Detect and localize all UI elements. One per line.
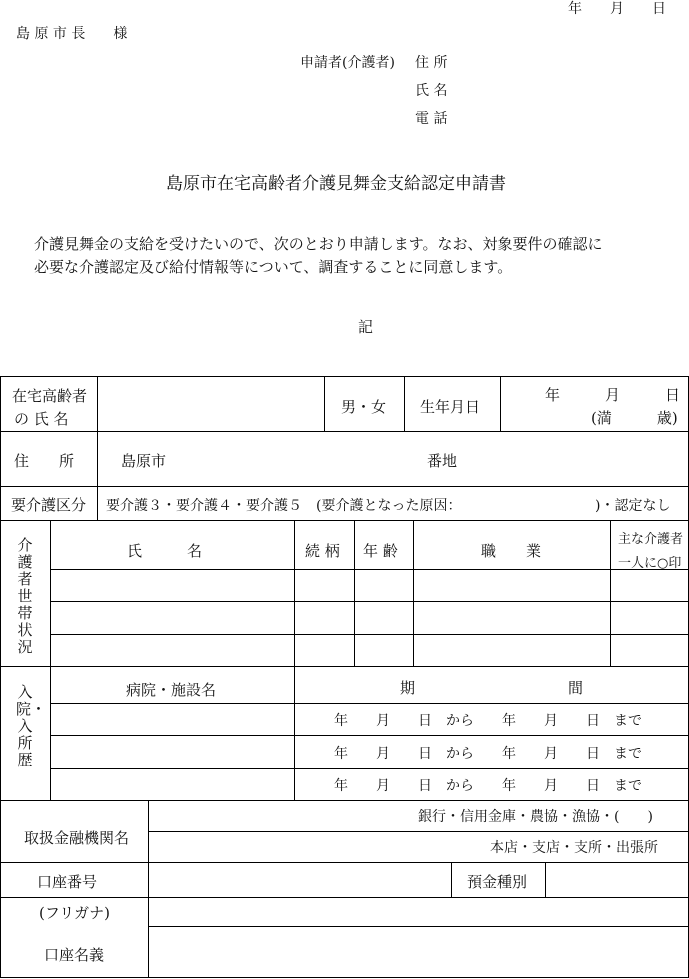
- hh-relation-header: 続 柄: [305, 542, 340, 560]
- gender-select[interactable]: 男・女: [341, 398, 387, 416]
- hosp-name-header: 病院・施設名: [126, 681, 217, 699]
- household-label: 介護者世帯状況: [17, 536, 33, 656]
- period-header-2: 間: [568, 679, 584, 697]
- elder-name-label-2: の 氏 名: [14, 410, 69, 428]
- age-field[interactable]: (満 歳): [591, 409, 678, 427]
- bank-label: 取扱金融機関名: [24, 829, 130, 847]
- elder-name-label-1: 在宅高齢者: [12, 387, 88, 405]
- addressee: 島 原 市 長 様: [16, 26, 128, 42]
- period-row-3[interactable]: 年 月 日 から 年 月 日 まで: [334, 778, 642, 794]
- care-level-label: 要介護区分: [11, 496, 87, 514]
- city-text: 島原市: [121, 452, 167, 470]
- deposit-type-field[interactable]: [547, 864, 687, 896]
- name-label: 氏 名: [415, 83, 448, 99]
- bank-types[interactable]: 銀行・信用金庫・農協・漁協・( ): [418, 809, 653, 825]
- care-none-option[interactable]: )・認定なし: [595, 498, 671, 514]
- hh-main-carer-header-2: 一人に○印: [618, 556, 682, 571]
- hh-age-header: 年 齢: [363, 542, 398, 560]
- account-name-field[interactable]: [150, 928, 687, 976]
- birth-date-field[interactable]: 年 月 日: [545, 386, 681, 404]
- body-line-2: 必要な介護認定及び給付情報等について、調査することに同意します。: [34, 258, 513, 276]
- account-number-label: 口座番号: [37, 873, 98, 891]
- furigana-field[interactable]: [150, 899, 687, 925]
- phone-label: 電 話: [415, 111, 448, 127]
- date-line: 年 月 日: [568, 1, 666, 17]
- address-label: 住 所: [415, 55, 448, 71]
- account-number-field[interactable]: [150, 864, 450, 896]
- furigana-label: (フリガナ): [39, 904, 110, 922]
- address-row-label: 住 所: [14, 452, 75, 470]
- hospital-label: 入院・入所歴: [16, 683, 47, 769]
- hh-name-header: 氏 名: [127, 542, 203, 560]
- hh-job-header: 職 業: [481, 542, 542, 560]
- branch-types[interactable]: 本店・支店・支所・出張所: [490, 840, 658, 856]
- deposit-type-label: 預金種別: [467, 873, 528, 891]
- period-row-1[interactable]: 年 月 日 から 年 月 日 まで: [334, 713, 642, 729]
- banchi-text: 番地: [427, 452, 458, 470]
- page-title: 島原市在宅高齢者介護見舞金支給認定申請書: [166, 174, 506, 194]
- birth-label: 生年月日: [420, 398, 481, 416]
- elder-name-field[interactable]: [99, 378, 323, 430]
- period-header-1: 期: [400, 679, 416, 697]
- ki-label: 記: [358, 318, 374, 336]
- care-level-options[interactable]: 要介護３・要介護４・要介護５ (要介護となった原因：: [106, 498, 462, 514]
- address-field[interactable]: [180, 434, 420, 484]
- applicant-label: 申請者(介護者): [300, 55, 395, 71]
- period-row-2[interactable]: 年 月 日 から 年 月 日 まで: [334, 746, 642, 762]
- hh-main-carer-header-1: 主な介護者: [618, 532, 684, 547]
- body-line-1: 介護見舞金の支給を受けたいので、次のとおり申請します。なお、対象要件の確認に: [34, 235, 603, 253]
- account-name-label: 口座名義: [44, 946, 105, 964]
